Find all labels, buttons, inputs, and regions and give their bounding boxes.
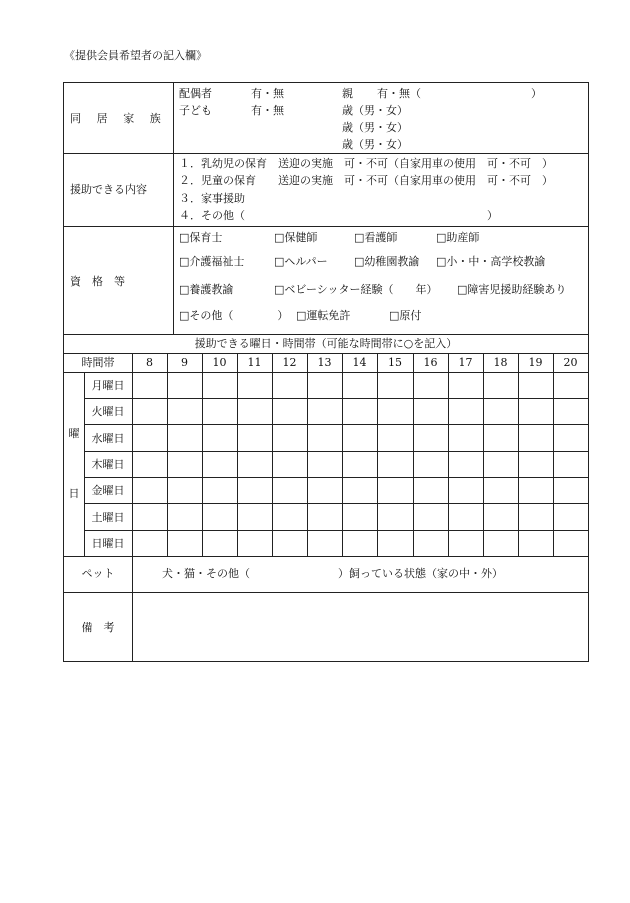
day-saturday: 土曜日 <box>91 511 125 524</box>
hour-15: 15 <box>388 356 402 369</box>
row-divider <box>64 556 588 557</box>
row-divider <box>84 424 588 425</box>
hour-13: 13 <box>317 356 332 369</box>
col-divider <box>553 353 554 556</box>
hour-10: 10 <box>212 356 227 369</box>
hour-16: 16 <box>423 356 438 369</box>
parent-label: 親 <box>342 87 353 100</box>
col-divider <box>307 353 308 556</box>
youbi-label-bottom: 日 <box>68 487 80 500</box>
row-divider <box>64 334 588 335</box>
help-item-4: ４．その他（ ） <box>179 209 498 222</box>
qual-driver-license: □運転免許 <box>296 309 351 322</box>
qual-disability: □障害児援助経験あり <box>457 283 567 296</box>
col-divider <box>483 353 484 556</box>
qual-hokenshi: □保健師 <box>274 231 318 244</box>
hour-18: 18 <box>493 356 508 369</box>
form-table <box>63 82 589 662</box>
day-sunday: 日曜日 <box>91 537 125 550</box>
col-divider <box>132 556 133 661</box>
remarks-label: 備 考 <box>81 621 115 634</box>
col-divider <box>448 353 449 556</box>
help-item-2: ２．児童の保育 送迎の実施 可・不可（自家用車の使用 可・不可 ） <box>179 174 553 187</box>
row-divider <box>84 477 588 478</box>
hour-9: 9 <box>181 356 188 369</box>
col-divider <box>202 353 203 556</box>
time-header: 時間帯 <box>81 356 115 369</box>
row-divider <box>64 153 588 154</box>
help-item-3: ３．家事援助 <box>179 192 245 205</box>
schedule-title: 援助できる曜日・時間帯（可能な時間帯に○を記入） <box>194 337 458 350</box>
qual-school-teacher: □小・中・高学校教諭 <box>436 255 546 268</box>
col-divider <box>167 353 168 556</box>
spouse-option: 有・無 <box>251 87 284 100</box>
qual-youchien: □幼稚園教諭 <box>354 255 420 268</box>
qual-moped: □原付 <box>389 309 422 322</box>
child-label: 子ども <box>179 104 212 117</box>
youbi-label-top: 曜 <box>68 427 80 440</box>
document-title: 《提供会員希望者の記入欄》 <box>64 49 207 62</box>
pet-label: ペット <box>81 567 115 580</box>
hour-12: 12 <box>282 356 297 369</box>
row-divider <box>84 451 588 452</box>
quals-label: 資 格 等 <box>70 275 125 288</box>
qual-kaigo: □介護福祉士 <box>179 255 245 268</box>
child-age-2: 歳（男・女） <box>342 121 408 134</box>
hour-17: 17 <box>458 356 473 369</box>
hour-19: 19 <box>528 356 543 369</box>
row-divider <box>64 372 588 373</box>
col-divider <box>132 353 133 556</box>
help-item-1: １．乳幼児の保育 送迎の実施 可・不可（自家用車の使用 可・不可 ） <box>179 157 553 170</box>
day-tuesday: 火曜日 <box>91 405 125 418</box>
help-label: 援助できる内容 <box>70 183 147 196</box>
qual-hoikushi: □保育士 <box>179 231 223 244</box>
hour-20: 20 <box>563 356 578 369</box>
qual-babysitter: □ベビーシッター経験（ 年） <box>274 283 438 296</box>
day-wednesday: 水曜日 <box>91 432 125 445</box>
row-divider <box>84 530 588 531</box>
col-divider <box>342 353 343 556</box>
qual-yogo: □養護教諭 <box>179 283 234 296</box>
child-option: 有・無 <box>251 104 284 117</box>
row-divider <box>84 398 588 399</box>
qual-josanshi: □助産師 <box>436 231 480 244</box>
col-divider <box>173 83 174 334</box>
row-divider <box>64 226 588 227</box>
col-divider <box>237 353 238 556</box>
col-divider <box>377 353 378 556</box>
qual-kangoshi: □看護師 <box>354 231 398 244</box>
col-divider <box>272 353 273 556</box>
child-age-1: 歳（男・女） <box>342 104 408 117</box>
child-age-3: 歳（男・女） <box>342 138 408 151</box>
qual-helper: □ヘルパー <box>274 255 328 268</box>
row-divider <box>64 592 588 593</box>
day-thursday: 木曜日 <box>91 458 125 471</box>
spouse-label: 配偶者 <box>179 87 212 100</box>
col-divider <box>413 353 414 556</box>
row-divider <box>64 353 588 354</box>
qual-other: □その他（ ） <box>179 309 289 322</box>
parent-option: 有・無（ ） <box>377 87 542 100</box>
pet-text: 犬・猫・その他（ ）飼っている状態（家の中・外） <box>162 567 503 580</box>
hour-8: 8 <box>146 356 153 369</box>
day-friday: 金曜日 <box>91 484 125 497</box>
family-label: 同 居 家 族 <box>70 112 167 125</box>
row-divider <box>84 503 588 504</box>
day-monday: 月曜日 <box>91 379 125 392</box>
hour-11: 11 <box>247 356 262 369</box>
col-divider <box>518 353 519 556</box>
hour-14: 14 <box>352 356 367 369</box>
